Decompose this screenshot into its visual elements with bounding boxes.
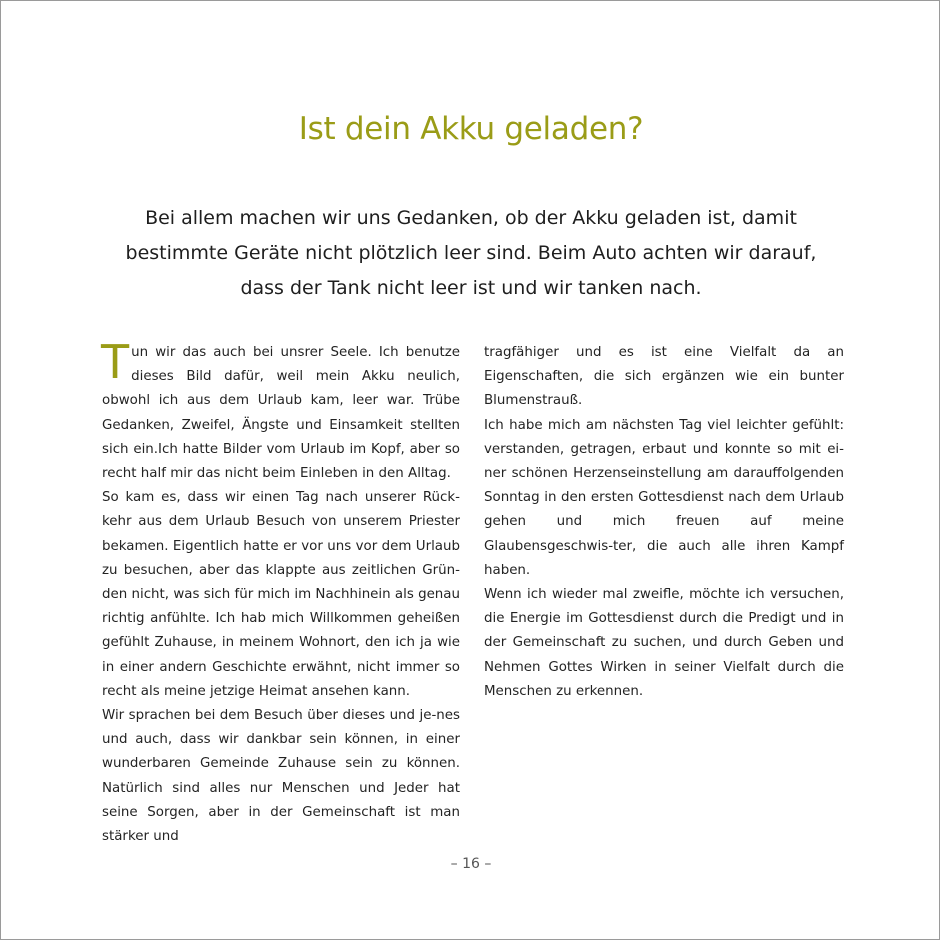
left-paragraph-1	[101, 335, 460, 486]
right-paragraph-2: Ich habe mich am nächsten Tag viel leichter gefühlt: verstanden, getragen, erbaut und konnte so mit ei-ner schönen Herzenseinstellung am darauffolgenden Sonntag in den ersten Gottesdienst nach dem Urlaub gehen und mich freuen auf meine Glaubensgeschwis-ter, die auch alle ihren Kampf haben.	[484, 417, 844, 578]
left-paragraph-3: Wir sprachen bei dem Besuch über dieses und je-nes und auch, dass wir dankbar sein können, in einer wunderbaren Gemeinde Zuhause sein zu können. Natürlich sind alles nur Menschen und Jeder hat seine Sorgen, aber in der Gemeinschaft ist man stärker und	[102, 708, 460, 845]
left-text-column	[101, 335, 460, 849]
right-paragraph-1: tragfähiger und es ist eine Vielfalt da an Eigenschaften, die sich ergänzen wie ein bunter Blumenstrauß.	[484, 345, 844, 409]
page-title: Ist dein Akku geladen?	[298, 111, 644, 147]
right-paragraph-3: Wenn ich wieder mal zweifle, möchte ich versuchen, die Energie im Gottesdienst durch die Predigt und in der Gemeinschaft zu suchen, und durch Geben und Nehmen Gottes Wirken in seiner Vielfalt durch die Menschen zu erkennen.	[484, 587, 844, 699]
right-text-column	[484, 341, 844, 704]
page-number: – 16 –	[450, 856, 492, 872]
left-paragraph-1-text: un wir das auch bei unsrer Seele. Ich benutze dieses Bild dafür, weil mein Akku neulich, obwohl ich aus dem Urlaub kam, leer war. Trübe Gedanken, Zweifel, Ängste und Einsamkeit stellten sich ein.Ich hatte Bilder vom Urlaub im Kopf, aber so recht half mir das nicht beim Einleben in den Alltag.	[102, 345, 460, 482]
drop-cap: T	[101, 335, 130, 389]
lead-paragraph: Bei allem machen wir uns Gedanken, ob der Akku geladen ist, damit bestimmte Geräte nicht plötzlich leer sind. Beim Auto achten wir darauf, dass der Tank nicht leer ist und wir tanken nach.	[125, 207, 817, 299]
left-paragraph-2: So kam es, dass wir einen Tag nach unserer Rück-kehr aus dem Urlaub Besuch von unserem Priester bekamen. Eigentlich hatte er vor uns vor dem Urlaub zu besuchen, aber das klappte aus zeitlichen Grün-den nicht, was sich für mich im Nachhinein als genau richtig anfühlte. Ich hab mich Willkommen geheißen gefühlt Zuhause, in meinem Wohnort, den ich ja wie in einer andern Geschichte erwähnt, nicht immer so recht als meine jetzige Heimat ansehen kann.	[102, 490, 460, 699]
